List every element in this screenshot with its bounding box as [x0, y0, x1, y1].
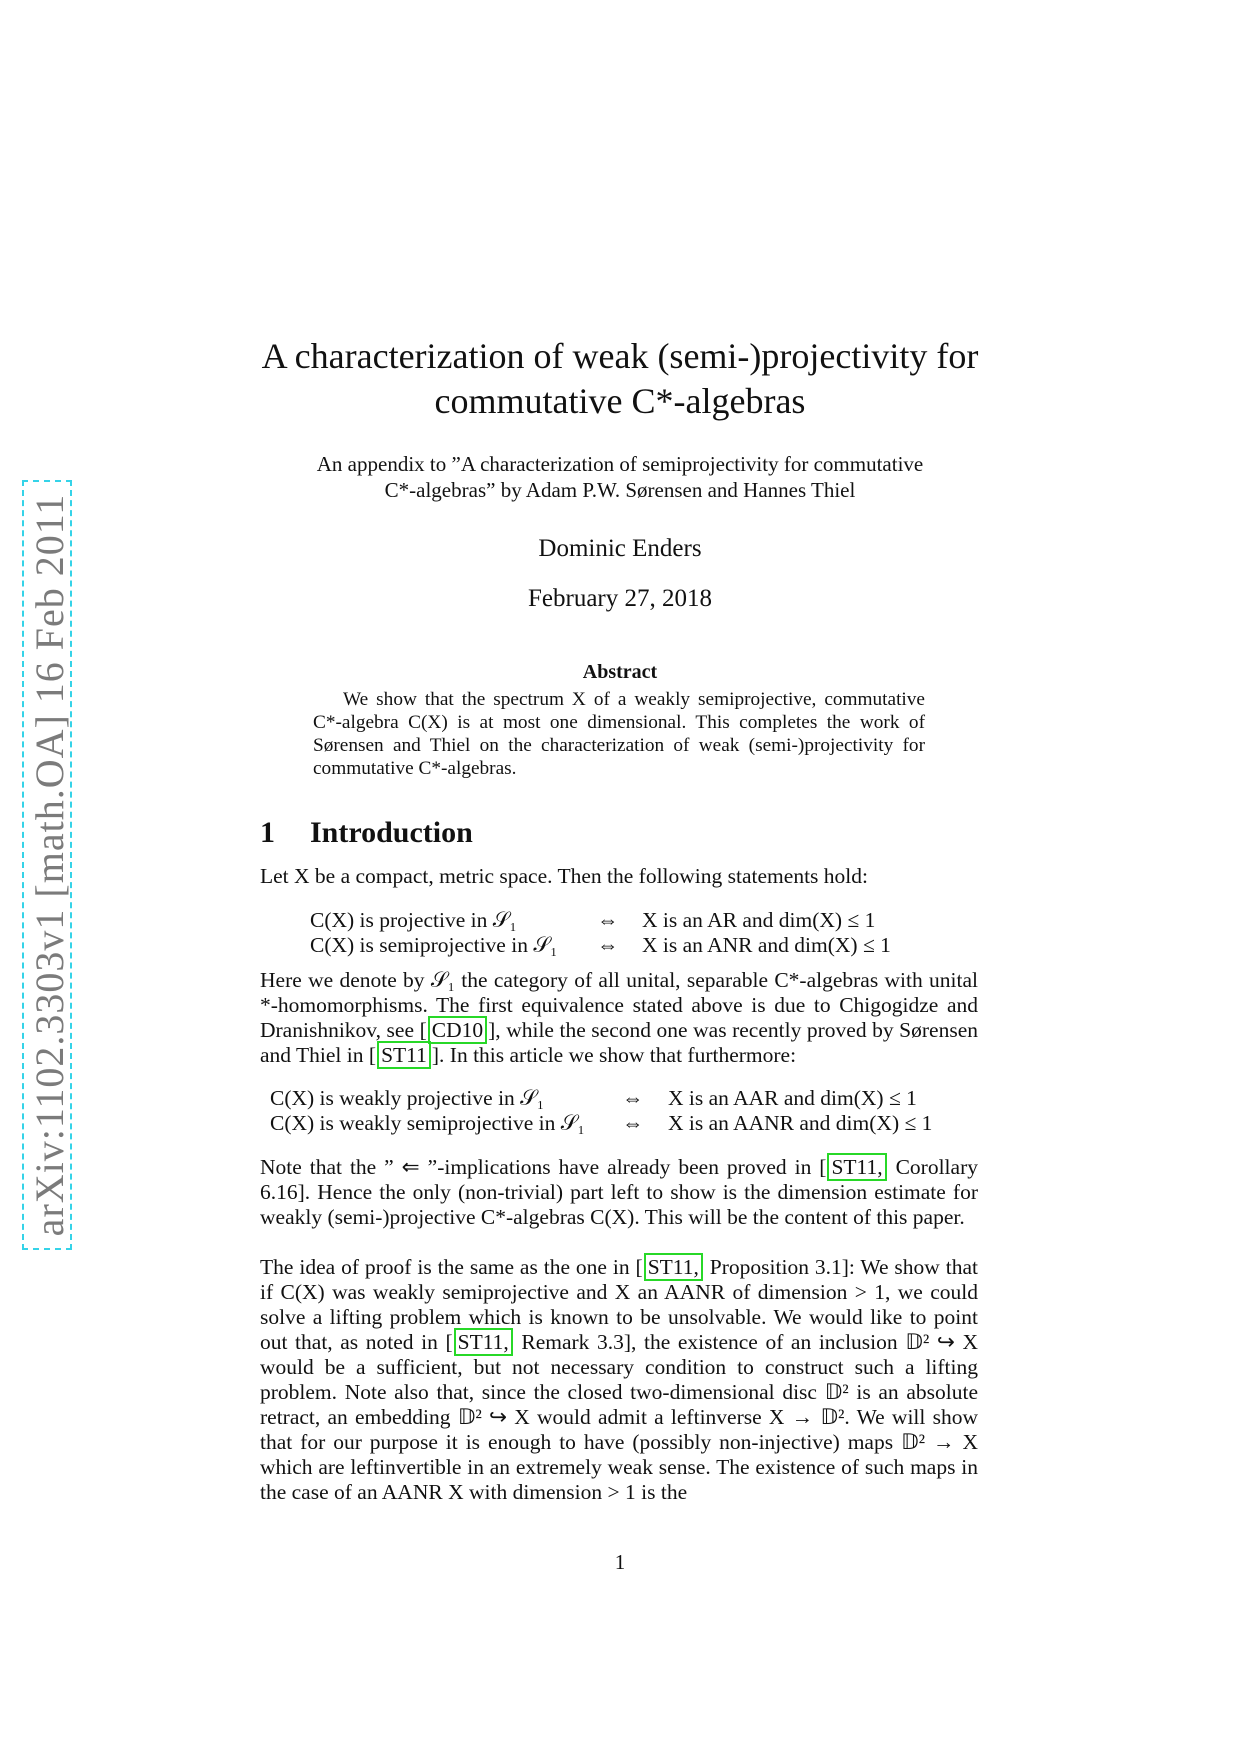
equivalence-4-left: C(X) is weakly semiprojective in 𝒮₁: [270, 1111, 585, 1135]
equivalence-4-arrow: ⇔: [622, 1111, 644, 1135]
paragraph-3-text: Corollary 6.16]. Hence the only (non-trivial) part left to show is the dimension estimate for weakly (semi-)projective C*-algebras C(X). This will be the content of this paper.: [260, 1155, 978, 1229]
citation-link[interactable]: ST11: [377, 1041, 431, 1069]
equivalence-3-right: X is an AAR and dim(X) ≤ 1: [668, 1086, 917, 1110]
paragraph-4-text: Remark 3.3], the existence of an inclusion 𝔻² ↪ X would be a sufficient, but not necessary condition to construct such a lifting problem. Note also that, since the closed two-dimensional disc 𝔻² is an absolute retract, an embedding 𝔻² ↪ X would admit a leftinverse X → 𝔻². We will show that for our purpose it is enough to have (possibly non-injective) maps 𝔻² → X which are leftinvertible in an extremely weak sense. The existence of such maps in the case of an AANR X with dimension > 1 is the: [260, 1330, 979, 1504]
subtitle-line-2: C*-algebras” by Adam P.W. Sørensen and Hannes Thiel: [384, 478, 856, 502]
author-name: Dominic Enders: [538, 535, 702, 562]
paragraph-2-text: , while the second one was recently proved by Sørensen and Thiel in: [260, 1018, 978, 1067]
paper-subtitle: [260, 451, 980, 503]
arxiv-stamp: [22, 480, 72, 1250]
paragraph-2-text: Here we denote by 𝒮₁ the category of all unital, separable C*-algebras with unital *-homomorphisms. The first equivalence stated above is due to Chigogidze and Dranishnikov, see: [260, 968, 978, 1042]
paragraph-2-text: . In this article we show that furthermore:: [439, 1043, 797, 1067]
arxiv-identifier: arXiv:1102.3303v1 [math.OA] 16 Feb 2011: [27, 493, 72, 1237]
equivalence-3-arrow: ⇔: [622, 1086, 644, 1110]
abstract-heading: Abstract: [582, 661, 658, 683]
citation-link[interactable]: ST11,: [454, 1328, 513, 1356]
paragraph-3: Note that the ” ⇐ ”-implications have already been proved in [ ST11, Corollary 6.16]. Hence the only (non-trivial) part left to show is the dimension estimate for weakly (semi-)projective C*-algebras C(X). This will be the content of this paper.: [260, 1155, 978, 1229]
equivalence-2-right: X is an ANR and dim(X) ≤ 1: [642, 933, 891, 957]
section-number: 1: [260, 816, 275, 849]
equivalence-2-arrow: ⇔: [597, 933, 619, 957]
section-title: Introduction: [310, 816, 473, 849]
equivalence-2-left: C(X) is semiprojective in 𝒮₁: [310, 933, 558, 957]
title-line-2: commutative C*-algebras: [434, 381, 806, 421]
paper-title: [240, 334, 1000, 424]
paragraph-4-text: The idea of proof is the same as the one in: [260, 1255, 636, 1279]
paragraph-4-text: Proposition 3.1]: We show that if C(X) was weakly semiprojective and X an AANR of dimension > 1, we could solve a lifting problem which is known to be unsolvable. We would like to point out that, as noted in: [260, 1255, 978, 1354]
equivalence-1-right: X is an AR and dim(X) ≤ 1: [642, 908, 876, 932]
subtitle-line-1: An appendix to ”A characterization of semiprojectivity for commutative: [316, 452, 924, 476]
equivalence-4-right: X is an AANR and dim(X) ≤ 1: [668, 1111, 933, 1135]
paragraph-3-text: Note that the ” ⇐ ”-implications have already been proved in: [260, 1155, 820, 1179]
title-line-1: A characterization of weak (semi-)projectivity for: [261, 336, 979, 376]
citation-link[interactable]: ST11,: [827, 1153, 886, 1181]
equivalence-3-left: C(X) is weakly projective in 𝒮₁: [270, 1086, 545, 1110]
section-heading: [260, 816, 473, 850]
equivalence-1-left: C(X) is projective in 𝒮₁: [310, 908, 517, 932]
intro-sentence: Let X be a compact, metric space. Then the following statements hold:: [260, 864, 868, 888]
paragraph-2: Here we denote by 𝒮₁ the category of all unital, separable C*-algebras with unital *-homomorphisms. The first equivalence stated above is due to Chigogidze and Dranishnikov, see [ CD10 ], while the second one was recently proved by Sørensen and Thiel in [ ST11 ]. In this article we show that furthermore:: [260, 968, 978, 1067]
paragraph-4: The idea of proof is the same as the one in [ ST11, Proposition 3.1]: We show that if C(X) was weakly semiprojective and X an AANR of dimension > 1, we could solve a lifting problem which is known to be unsolvable. We would like to point out that, as noted in [ ST11, Remark 3.3], the existence of an inclusion 𝔻² ↪ X would be a sufficient, but not necessary condition to construct such a lifting problem. Note also that, since the closed two-dimensional disc 𝔻² is an absolute retract, an embedding 𝔻² ↪ X would admit a leftinverse X → 𝔻². We will show that for our purpose it is enough to have (possibly non-injective) maps 𝔻² → X which are leftinvertible in an extremely weak sense. The existence of such maps in the case of an AANR X with dimension > 1 is the: [260, 1255, 979, 1504]
citation-link[interactable]: CD10: [428, 1016, 487, 1044]
paper-date: February 27, 2018: [528, 585, 712, 612]
equivalence-1-arrow: ⇔: [597, 908, 619, 932]
citation-link[interactable]: ST11,: [644, 1253, 703, 1281]
abstract-body: We show that the spectrum X of a weakly semiprojective, commutative C*-algebra C(X) is at most one dimensional. This completes the work of Sørensen and Thiel on the characterization of weak (semi-)projectivity for commutative C*-algebras.: [313, 689, 925, 779]
page-number: 1: [614, 1550, 626, 1574]
